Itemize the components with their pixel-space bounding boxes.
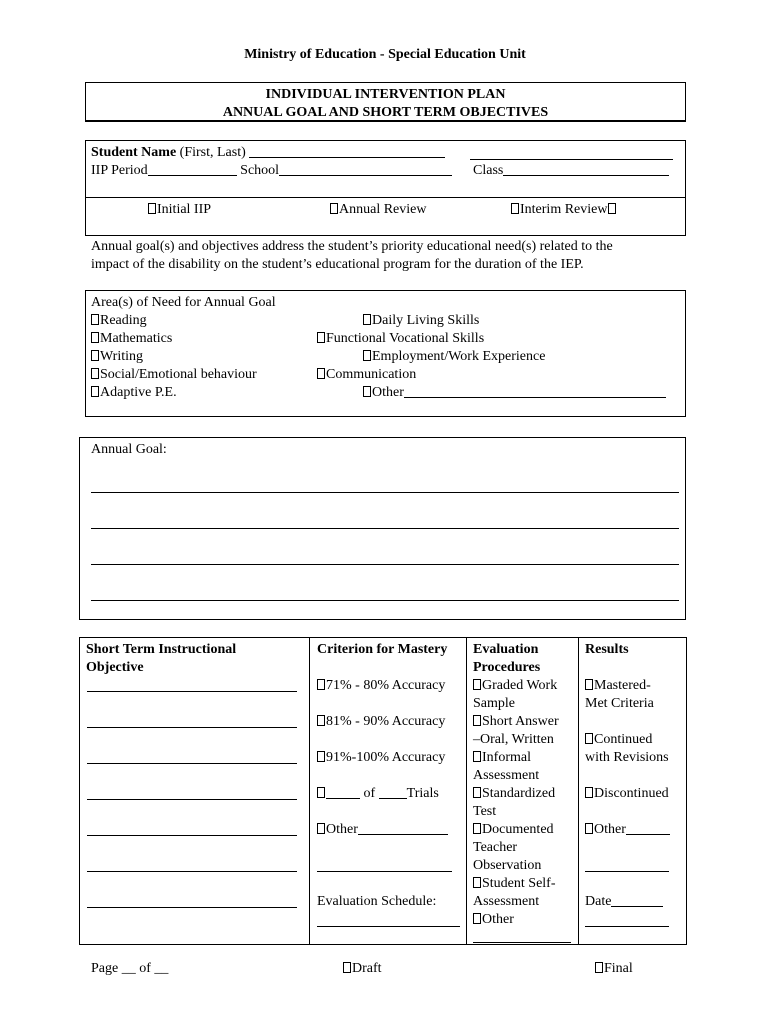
procedure-graded-work[interactable] bbox=[473, 677, 557, 695]
self-assessment-checkbox[interactable] bbox=[473, 877, 481, 888]
reading-checkbox[interactable] bbox=[91, 314, 99, 325]
iip-period-field[interactable] bbox=[148, 162, 237, 176]
informal-checkbox[interactable] bbox=[473, 751, 481, 762]
procedure-documented-line-2: Teacher bbox=[473, 840, 518, 855]
goal-line-4[interactable] bbox=[91, 600, 679, 601]
daily-living-checkbox[interactable] bbox=[363, 314, 371, 325]
title-line-1: INDIVIDUAL INTERVENTION PLAN bbox=[265, 87, 506, 102]
area-reading[interactable] bbox=[91, 312, 147, 330]
interim-review-checkbox[interactable] bbox=[511, 203, 519, 214]
procedures-header-line-1: Evaluation bbox=[473, 642, 539, 657]
result-discontinued[interactable] bbox=[585, 785, 669, 803]
social-emotional-checkbox[interactable] bbox=[91, 368, 99, 379]
trials-count-field[interactable] bbox=[326, 785, 360, 799]
mathematics-label: Mathematics bbox=[100, 331, 173, 346]
adaptive-pe-checkbox[interactable] bbox=[91, 386, 99, 397]
criterion-header: Criterion for Mastery bbox=[317, 642, 448, 657]
area-daily-living[interactable] bbox=[363, 312, 479, 330]
final-label: Final bbox=[604, 961, 633, 976]
option-interim-review[interactable] bbox=[511, 201, 617, 219]
annual-review-checkbox[interactable] bbox=[330, 203, 338, 214]
discontinued-checkbox[interactable] bbox=[585, 787, 593, 798]
student-name-hint: (First, Last) bbox=[179, 145, 246, 160]
trials-total-field[interactable] bbox=[379, 785, 407, 799]
communication-label: Communication bbox=[326, 367, 417, 382]
ministry-heading: Ministry of Education - Special Education Unit bbox=[244, 47, 526, 62]
result-date bbox=[585, 893, 663, 911]
objective-header-line-1: Short Term Instructional bbox=[86, 642, 237, 657]
graded-work-checkbox[interactable] bbox=[473, 679, 481, 690]
iip-period-row bbox=[91, 162, 452, 180]
objective-line-6[interactable] bbox=[87, 871, 297, 872]
intro-line-2: impact of the disability on the student’s educational program for the duration of the IEP. bbox=[91, 257, 584, 272]
result-mastered[interactable] bbox=[585, 677, 651, 695]
procedure-other-checkbox[interactable] bbox=[473, 913, 481, 924]
intro-line-1: Annual goal(s) and objectives address the student’s priority educational need(s) related to the bbox=[91, 239, 613, 254]
areas-of-need-box bbox=[85, 290, 686, 417]
informal-label: Informal bbox=[482, 750, 531, 765]
objective-line-2[interactable] bbox=[87, 727, 297, 728]
trials-of-label: of bbox=[363, 786, 376, 801]
class-row bbox=[473, 162, 669, 180]
final-option[interactable] bbox=[595, 960, 633, 978]
area-mathematics[interactable] bbox=[91, 330, 172, 348]
class-label: Class bbox=[473, 163, 504, 178]
area-employment[interactable] bbox=[363, 348, 545, 366]
areas-heading: Area(s) of Need for Annual Goal bbox=[91, 295, 276, 310]
procedure-standardized-line-2: Test bbox=[473, 804, 497, 819]
date-label: Date bbox=[585, 894, 612, 909]
writing-label: Writing bbox=[100, 349, 143, 364]
daily-living-label: Daily Living Skills bbox=[372, 313, 480, 328]
continued-checkbox[interactable] bbox=[585, 733, 593, 744]
result-other[interactable] bbox=[585, 821, 670, 839]
objective-header-line-2: Objective bbox=[86, 660, 144, 675]
procedure-documented[interactable] bbox=[473, 821, 554, 839]
writing-checkbox[interactable] bbox=[91, 350, 99, 361]
continued-label: Continued bbox=[594, 732, 653, 747]
area-social-emotional[interactable] bbox=[91, 366, 257, 384]
goal-line-3[interactable] bbox=[91, 564, 679, 565]
other-area-field[interactable] bbox=[404, 384, 666, 398]
goal-line-1[interactable] bbox=[91, 492, 679, 493]
communication-checkbox[interactable] bbox=[317, 368, 325, 379]
area-adaptive-pe[interactable] bbox=[91, 384, 177, 402]
criterion-trials-checkbox[interactable] bbox=[317, 787, 325, 798]
self-assessment-label: Student Self- bbox=[482, 876, 556, 891]
documented-label: Documented bbox=[482, 822, 554, 837]
criterion-71-80-label: 71% - 80% Accuracy bbox=[326, 678, 446, 693]
draft-label: Draft bbox=[352, 961, 382, 976]
page-number: Page __ of __ bbox=[91, 961, 169, 976]
area-functional-vocational[interactable] bbox=[317, 330, 484, 348]
title-line-2: ANNUAL GOAL AND SHORT TERM OBJECTIVES bbox=[222, 105, 549, 120]
annual-goal-box bbox=[79, 437, 686, 620]
student-name-row bbox=[91, 144, 445, 162]
draft-checkbox[interactable] bbox=[343, 962, 351, 973]
interim-review-label: Interim Review bbox=[520, 202, 608, 217]
student-name-label: Student Name bbox=[91, 145, 177, 160]
criterion-91-100-checkbox[interactable] bbox=[317, 751, 325, 762]
criterion-other[interactable] bbox=[317, 821, 448, 839]
results-header: Results bbox=[585, 642, 629, 657]
evaluation-schedule-label: Evaluation Schedule: bbox=[317, 894, 437, 909]
procedure-other-label: Other bbox=[482, 912, 514, 927]
first-name-field[interactable] bbox=[249, 144, 445, 158]
graded-work-label: Graded Work bbox=[482, 678, 558, 693]
objectives-table bbox=[79, 637, 687, 945]
procedure-self-assessment[interactable] bbox=[473, 875, 556, 893]
criterion-71-80[interactable] bbox=[317, 677, 445, 695]
criterion-other-checkbox[interactable] bbox=[317, 823, 325, 834]
annual-review-label: Annual Review bbox=[339, 202, 427, 217]
date-field[interactable] bbox=[611, 893, 663, 907]
criterion-81-90[interactable] bbox=[317, 713, 445, 731]
area-communication[interactable] bbox=[317, 366, 416, 384]
result-other-checkbox[interactable] bbox=[585, 823, 593, 834]
iip-period-label: IIP Period bbox=[91, 163, 148, 178]
area-other[interactable] bbox=[363, 384, 666, 402]
criterion-blank-line[interactable] bbox=[317, 871, 452, 872]
short-answer-label: Short Answer bbox=[482, 714, 559, 729]
initial-checkbox[interactable] bbox=[148, 203, 156, 214]
final-checkbox[interactable] bbox=[595, 962, 603, 973]
procedure-informal-line-2: Assessment bbox=[473, 768, 540, 783]
other-area-checkbox[interactable] bbox=[363, 386, 371, 397]
employment-checkbox[interactable] bbox=[363, 350, 371, 361]
other-area-label: Other bbox=[372, 385, 404, 400]
objective-line-1[interactable] bbox=[87, 691, 297, 692]
mastered-checkbox[interactable] bbox=[585, 679, 593, 690]
procedure-self-assessment-line-2: Assessment bbox=[473, 894, 540, 909]
procedure-other-field[interactable] bbox=[473, 942, 571, 943]
procedure-documented-line-3: Observation bbox=[473, 858, 542, 873]
functional-vocational-checkbox[interactable] bbox=[317, 332, 325, 343]
objective-line-7[interactable] bbox=[87, 907, 297, 908]
short-answer-checkbox[interactable] bbox=[473, 715, 481, 726]
goal-line-2[interactable] bbox=[91, 528, 679, 529]
objective-line-5[interactable] bbox=[87, 835, 297, 836]
criterion-other-label: Other bbox=[326, 822, 358, 837]
criterion-other-field[interactable] bbox=[358, 821, 448, 835]
option-annual-review[interactable] bbox=[330, 201, 426, 219]
standardized-checkbox[interactable] bbox=[473, 787, 481, 798]
school-field[interactable] bbox=[279, 162, 452, 176]
evaluation-schedule-field[interactable] bbox=[317, 926, 460, 927]
draft-option[interactable] bbox=[343, 960, 382, 978]
procedure-informal[interactable] bbox=[473, 749, 531, 767]
criterion-91-100-label: 91%-100% Accuracy bbox=[326, 750, 446, 765]
column-divider-1 bbox=[309, 638, 310, 944]
objective-line-3[interactable] bbox=[87, 763, 297, 764]
criterion-91-100[interactable] bbox=[317, 749, 445, 767]
procedures-header-line-2: Procedures bbox=[473, 660, 541, 675]
adaptive-pe-label: Adaptive P.E. bbox=[100, 385, 177, 400]
result-other-field[interactable] bbox=[626, 821, 670, 835]
interim-trailing-checkbox[interactable] bbox=[608, 203, 616, 214]
functional-vocational-label: Functional Vocational Skills bbox=[326, 331, 485, 346]
result-date-line-2[interactable] bbox=[585, 926, 669, 927]
discontinued-label: Discontinued bbox=[594, 786, 669, 801]
result-blank-line[interactable] bbox=[585, 871, 669, 872]
procedure-standardized[interactable] bbox=[473, 785, 555, 803]
option-initial[interactable] bbox=[148, 201, 211, 219]
info-divider bbox=[86, 197, 685, 198]
reading-label: Reading bbox=[100, 313, 147, 328]
trials-label: Trials bbox=[406, 786, 439, 801]
procedure-graded-work-line-2: Sample bbox=[473, 696, 515, 711]
criterion-trials[interactable] bbox=[317, 785, 439, 803]
mastered-label: Mastered- bbox=[594, 678, 651, 693]
social-emotional-label: Social/Emotional behaviour bbox=[100, 367, 257, 382]
criterion-81-90-checkbox[interactable] bbox=[317, 715, 325, 726]
mathematics-checkbox[interactable] bbox=[91, 332, 99, 343]
title-box bbox=[85, 82, 686, 122]
result-continued-line-2: with Revisions bbox=[585, 750, 669, 765]
last-name-field[interactable] bbox=[470, 146, 673, 160]
employment-label: Employment/Work Experience bbox=[372, 349, 546, 364]
student-info-box bbox=[85, 140, 686, 236]
standardized-label: Standardized bbox=[482, 786, 556, 801]
initial-label: Initial IIP bbox=[157, 202, 212, 217]
procedure-short-answer-line-2: –Oral, Written bbox=[473, 732, 554, 747]
criterion-71-80-checkbox[interactable] bbox=[317, 679, 325, 690]
school-label: School bbox=[240, 163, 280, 178]
result-mastered-line-2: Met Criteria bbox=[585, 696, 654, 711]
annual-goal-label: Annual Goal: bbox=[91, 442, 167, 457]
column-divider-2 bbox=[466, 638, 467, 944]
documented-checkbox[interactable] bbox=[473, 823, 481, 834]
column-divider-3 bbox=[578, 638, 579, 944]
result-continued[interactable] bbox=[585, 731, 652, 749]
result-other-label: Other bbox=[594, 822, 626, 837]
criterion-81-90-label: 81% - 90% Accuracy bbox=[326, 714, 446, 729]
area-writing[interactable] bbox=[91, 348, 143, 366]
objective-line-4[interactable] bbox=[87, 799, 297, 800]
procedure-short-answer[interactable] bbox=[473, 713, 559, 731]
class-field[interactable] bbox=[503, 162, 669, 176]
procedure-other[interactable] bbox=[473, 911, 514, 929]
